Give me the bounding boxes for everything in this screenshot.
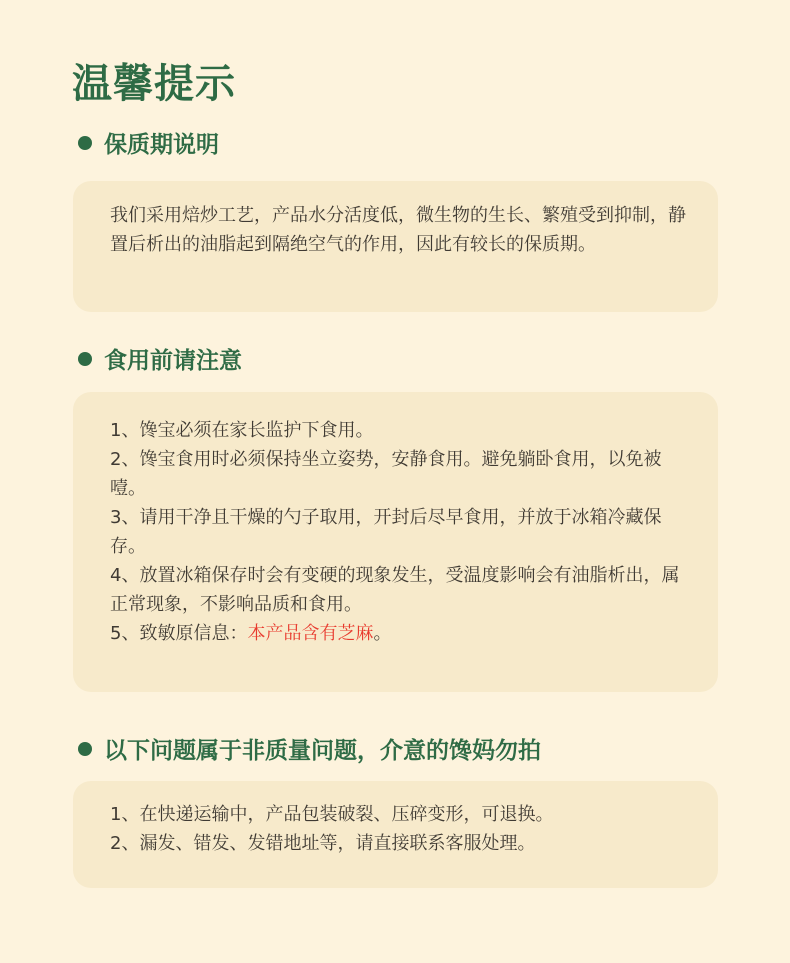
non-quality-issues-card (73, 781, 718, 888)
section-heading-non-quality-issues (78, 735, 541, 767)
non-quality-item: 1、在快递运输中，产品包装破裂、压碎变形，可退换。 (110, 804, 554, 825)
usage-note-item: 1、馋宝必须在家长监护下食用。 (110, 420, 374, 441)
section-heading-label: 食用前请注意 (104, 348, 242, 374)
usage-note-item: 4、放置冰箱保存时会有变硬的现象发生，受温度影响会有油脂析出，属正常现象，不影响品质和食用。 (110, 565, 680, 615)
bullet-icon (78, 352, 92, 366)
section-heading-shelf-life (78, 129, 219, 161)
allergen-label: 5、致敏原信息： (110, 623, 248, 644)
section-heading-usage-notes (78, 345, 242, 377)
usage-note-item: 2、馋宝食用时必须保持坐立姿势，安静食用。避免躺卧食用，以免被噎。 (110, 449, 662, 499)
non-quality-item: 2、漏发、错发、发错地址等，请直接联系客服处理。 (110, 833, 536, 854)
section-heading-label: 以下问题属于非质量问题，介意的馋妈勿拍 (104, 738, 541, 764)
allergen-info (110, 619, 688, 648)
shelf-life-text: 我们采用焙炒工艺，产品水分活度低，微生物的生长、繁殖受到抑制，静置后析出的油脂起到隔绝空气的作用，因此有较长的保质期。 (110, 205, 686, 255)
allergen-end: 。 (373, 623, 392, 644)
bullet-icon (78, 742, 92, 756)
section-heading-label: 保质期说明 (104, 132, 219, 158)
usage-notes-card (73, 392, 718, 692)
page-title: 温馨提示 (72, 61, 236, 107)
allergen-value: 本产品含有芝麻 (247, 623, 374, 644)
shelf-life-card (73, 181, 718, 312)
usage-note-item: 3、请用干净且干燥的勺子取用，开封后尽早食用，并放于冰箱冷藏保存。 (110, 507, 662, 557)
bullet-icon (78, 136, 92, 150)
